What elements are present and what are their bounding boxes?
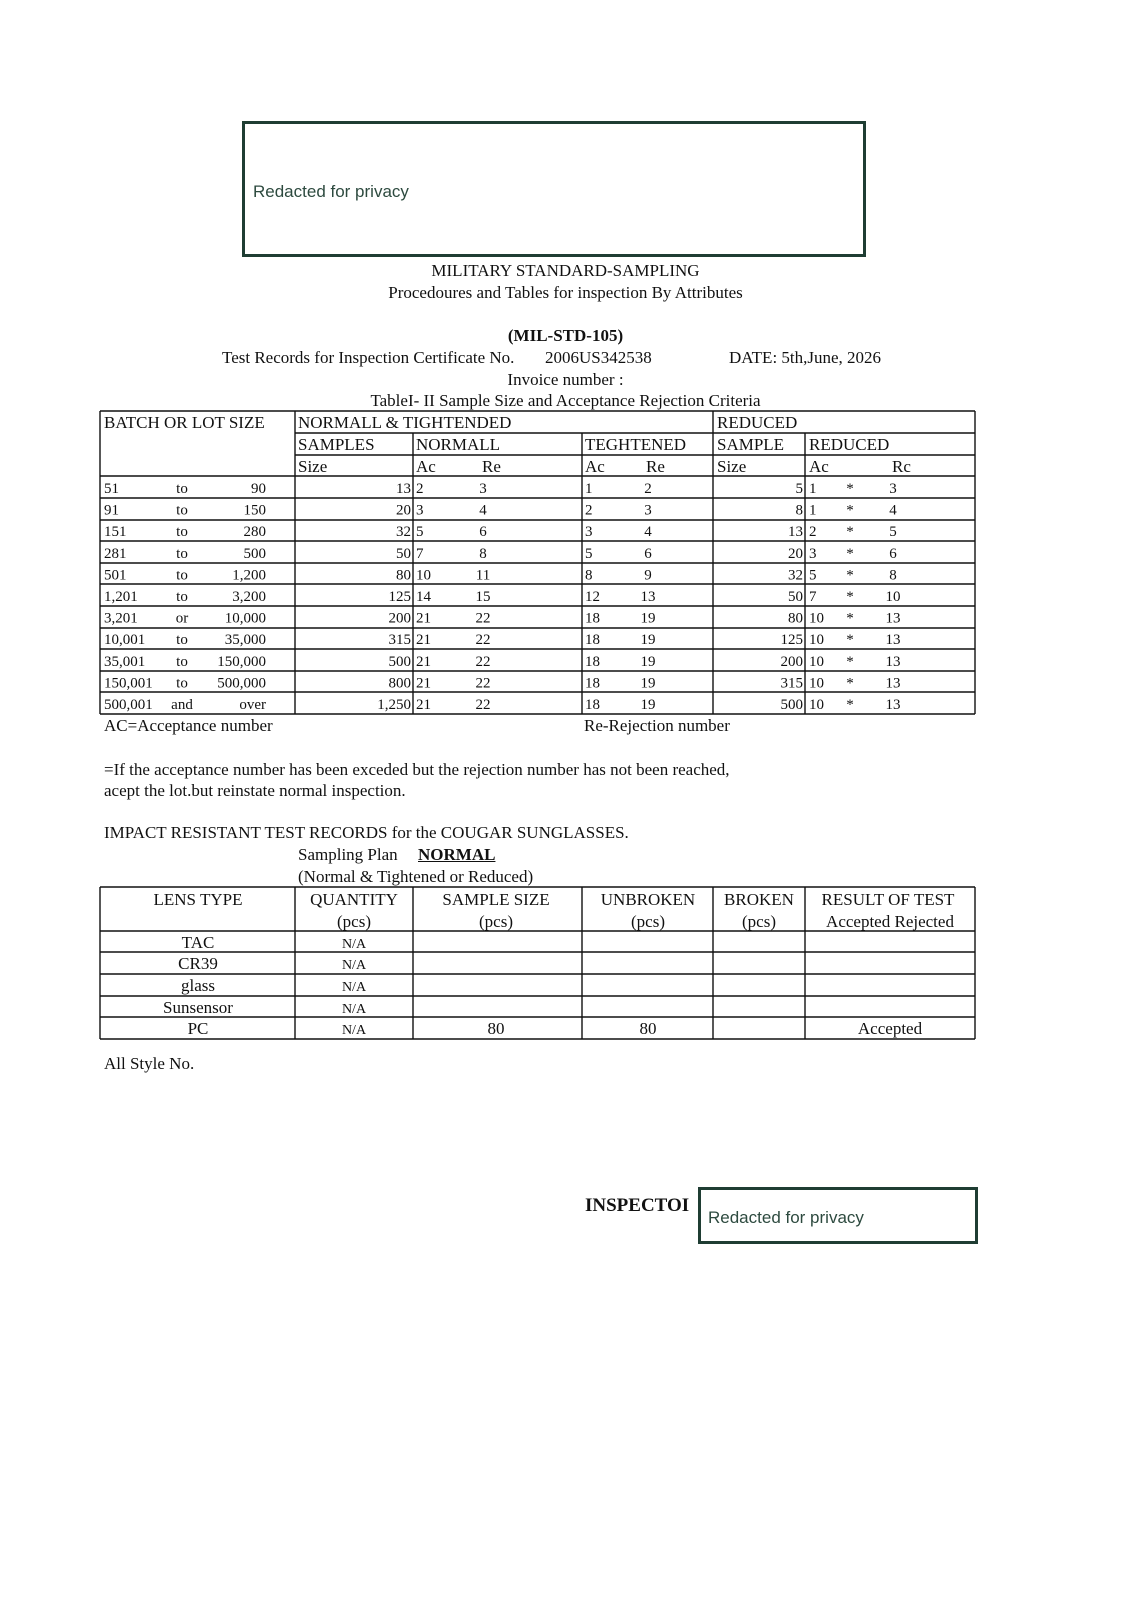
head-sample-size: SAMPLE SIZE xyxy=(442,890,550,909)
tight-ac-cell: 2 xyxy=(585,502,593,519)
inspector-label: INSPECTOI xyxy=(585,1195,690,1216)
reduced-ac-cell: 10 xyxy=(809,697,824,713)
batch-to-cell: 90 xyxy=(251,481,266,497)
acceptance-legend: AC=Acceptance number xyxy=(104,716,273,735)
normal-re-cell: 15 xyxy=(475,589,491,605)
batch-conj-cell: to xyxy=(176,567,188,584)
reduced-sample-size-cell: 80 xyxy=(788,610,803,627)
batch-conj-cell: or xyxy=(175,610,189,627)
tight-re-cell: 19 xyxy=(640,653,656,670)
batch-from-cell: 151 xyxy=(104,524,127,541)
reduced-star-cell: * xyxy=(846,545,854,562)
head-teghtened: TEGHTENED xyxy=(585,435,687,454)
normal-sample-size-cell: 200 xyxy=(388,610,411,627)
head-quantity: QUANTITY xyxy=(310,890,398,909)
reduced-ac-cell: 10 xyxy=(809,610,824,627)
batch-to-cell: 35,000 xyxy=(224,632,266,649)
head-reduced-ac: Ac xyxy=(809,457,829,476)
normal-ac-cell: 2 xyxy=(416,481,424,497)
head-sample-size-pcs: (pcs) xyxy=(479,912,513,931)
normal-ac-cell: 21 xyxy=(416,675,431,692)
reduced-rc-cell: 6 xyxy=(889,545,897,562)
tight-ac-cell: 8 xyxy=(585,567,593,584)
reduced-ac-cell: 10 xyxy=(809,675,824,692)
normal-sample-size-cell: 20 xyxy=(396,502,411,519)
all-style-note: All Style No. xyxy=(104,1054,195,1073)
certificate-number: 2006US342538 xyxy=(545,348,652,367)
normal-re-cell: 22 xyxy=(475,610,491,627)
normal-ac-cell: 21 xyxy=(416,653,431,670)
header-redaction-text: Redacted for privacy xyxy=(253,182,409,201)
inspector-redaction-box xyxy=(698,1187,978,1244)
reduced-ac-cell: 5 xyxy=(809,567,817,584)
sample-size-cell: 80 xyxy=(487,1019,505,1038)
normal-re-cell: 22 xyxy=(475,697,491,713)
head-tight-re: Re xyxy=(646,457,665,476)
head-normall: NORMALL xyxy=(416,435,501,454)
batch-to-cell: 3,200 xyxy=(232,589,266,605)
batch-conj-cell: to xyxy=(176,589,188,605)
normal-re-cell: 6 xyxy=(479,524,487,541)
batch-from-cell: 51 xyxy=(104,481,119,497)
batch-conj-cell: to xyxy=(176,632,188,649)
tight-ac-cell: 3 xyxy=(585,524,593,541)
batch-from-cell: 1,201 xyxy=(104,589,138,605)
tight-re-cell: 9 xyxy=(644,567,652,584)
quantity-cell: N/A xyxy=(341,1023,367,1038)
tight-re-cell: 19 xyxy=(640,632,656,649)
tight-ac-cell: 18 xyxy=(585,610,600,627)
head-quantity-pcs: (pcs) xyxy=(337,912,371,931)
normal-ac-cell: 10 xyxy=(416,567,431,584)
reduced-rc-cell: 13 xyxy=(885,675,901,692)
normal-ac-cell: 7 xyxy=(416,545,424,562)
reduced-star-cell: * xyxy=(846,481,854,497)
reduced-sample-size-cell: 315 xyxy=(780,675,803,692)
head-broken-pcs: (pcs) xyxy=(742,912,776,931)
title-line-2: Procedoures and Tables for inspection By Attributes xyxy=(388,283,743,302)
normal-ac-cell: 5 xyxy=(416,524,424,541)
reduced-rc-cell: 8 xyxy=(889,567,897,584)
tight-ac-cell: 18 xyxy=(585,697,600,713)
reduced-sample-size-cell: 125 xyxy=(780,632,803,649)
head-tight-ac: Ac xyxy=(585,457,605,476)
sampling-plan-value: NORMAL xyxy=(418,845,496,864)
normal-re-cell: 8 xyxy=(479,545,487,562)
invoice-number-label: Invoice number : xyxy=(507,370,624,389)
unbroken-cell: 80 xyxy=(639,1019,657,1038)
reduced-sample-size-cell: 200 xyxy=(780,653,803,670)
normal-re-cell: 11 xyxy=(475,567,491,584)
reduced-rc-cell: 13 xyxy=(885,653,901,670)
tight-ac-cell: 12 xyxy=(585,589,600,605)
tight-re-cell: 19 xyxy=(640,697,656,713)
standard-code: (MIL-STD-105) xyxy=(507,326,624,345)
reduced-ac-cell: 10 xyxy=(809,632,824,649)
normal-re-cell: 4 xyxy=(479,502,487,519)
quantity-cell: N/A xyxy=(341,958,367,973)
reduced-star-cell: * xyxy=(846,589,854,605)
tight-re-cell: 13 xyxy=(640,589,656,605)
head-sample: SAMPLE xyxy=(717,435,785,454)
head-normal-tightened: NORMALL & TIGHTENDED xyxy=(298,413,512,432)
reduced-ac-cell: 10 xyxy=(809,653,824,670)
title-line-1: MILITARY STANDARD-SAMPLING xyxy=(431,261,700,280)
tight-ac-cell: 18 xyxy=(585,632,600,649)
tight-re-cell: 19 xyxy=(640,610,656,627)
batch-to-cell: 10,000 xyxy=(224,610,266,627)
tight-re-cell: 19 xyxy=(640,675,656,692)
quantity-cell: N/A xyxy=(341,980,367,995)
reduced-star-cell: * xyxy=(846,675,854,692)
tight-re-cell: 4 xyxy=(644,524,652,541)
normal-sample-size-cell: 50 xyxy=(396,545,411,562)
normal-ac-cell: 3 xyxy=(416,502,424,519)
sampling-plan-note: (Normal & Tightened or Reduced) xyxy=(298,867,534,886)
head-reduced-top: REDUCED xyxy=(717,413,798,432)
normal-sample-size-cell: 500 xyxy=(388,653,411,670)
head-reduced-rc: Rc xyxy=(892,457,911,476)
normal-ac-cell: 21 xyxy=(416,632,431,649)
tight-re-cell: 6 xyxy=(644,545,652,562)
batch-to-cell: 1,200 xyxy=(232,567,266,584)
inspector-redaction-text: Redacted for privacy xyxy=(708,1208,864,1227)
reduced-sample-size-cell: 8 xyxy=(795,502,803,519)
reduced-ac-cell: 1 xyxy=(809,481,817,497)
quantity-cell: N/A xyxy=(341,937,367,952)
tight-ac-cell: 18 xyxy=(585,653,600,670)
table-caption: TableI- II Sample Size and Acceptance Rejection Criteria xyxy=(370,391,761,410)
batch-to-cell: 150 xyxy=(243,502,266,519)
reduced-sample-size-cell: 500 xyxy=(780,697,803,713)
reduced-ac-cell: 3 xyxy=(809,545,817,562)
normal-sample-size-cell: 125 xyxy=(388,589,411,605)
lens-type-cell: Sunsensor xyxy=(163,998,233,1017)
normal-re-cell: 3 xyxy=(479,481,487,497)
reduced-rc-cell: 5 xyxy=(889,524,897,541)
lens-type-cell: TAC xyxy=(181,933,215,952)
head-unbroken-pcs: (pcs) xyxy=(631,912,665,931)
reduced-ac-cell: 1 xyxy=(809,502,817,519)
batch-from-cell: 10,001 xyxy=(104,632,146,649)
result-cell: Accepted xyxy=(857,1019,923,1038)
reduced-rc-cell: 10 xyxy=(885,589,901,605)
normal-re-cell: 22 xyxy=(475,653,491,670)
tight-re-cell: 2 xyxy=(644,481,652,497)
normal-ac-cell: 21 xyxy=(416,610,431,627)
normal-re-cell: 22 xyxy=(475,675,491,692)
tight-ac-cell: 5 xyxy=(585,545,593,562)
reduced-star-cell: * xyxy=(846,502,854,519)
normal-re-cell: 22 xyxy=(475,632,491,649)
reduced-star-cell: * xyxy=(846,567,854,584)
reduced-rc-cell: 13 xyxy=(885,632,901,649)
reduced-star-cell: * xyxy=(846,524,854,541)
normal-ac-cell: 14 xyxy=(416,589,431,605)
batch-conj-cell: to xyxy=(176,653,188,670)
date-field: DATE: 5th,June, 2026 xyxy=(729,348,882,367)
head-reduced: REDUCED xyxy=(809,435,890,454)
batch-from-cell: 91 xyxy=(104,502,119,519)
reduced-rc-cell: 4 xyxy=(889,502,897,519)
normal-sample-size-cell: 32 xyxy=(396,524,411,541)
batch-to-cell: 500 xyxy=(243,545,266,562)
note-line-1: =If the acceptance number has been exceded but the rejection number has not been reached, xyxy=(104,760,730,779)
reduced-star-cell: * xyxy=(846,610,854,627)
batch-from-cell: 500,001 xyxy=(104,697,153,713)
reduced-sample-size-cell: 50 xyxy=(788,589,803,605)
reduced-rc-cell: 13 xyxy=(885,697,901,713)
batch-conj-cell: to xyxy=(176,524,188,541)
head-broken: BROKEN xyxy=(724,890,794,909)
reduced-sample-size-cell: 5 xyxy=(795,481,803,497)
reduced-sample-size-cell: 20 xyxy=(788,545,803,562)
batch-from-cell: 35,001 xyxy=(104,653,146,670)
lens-type-cell: PC xyxy=(187,1019,209,1038)
batch-from-cell: 281 xyxy=(104,545,127,562)
note-line-2: acept the lot.but reinstate normal inspection. xyxy=(104,781,406,800)
reduced-sample-size-cell: 13 xyxy=(788,524,803,541)
reduced-ac-cell: 7 xyxy=(809,589,817,605)
reduced-sample-size-cell: 32 xyxy=(788,567,803,584)
head-normal-ac: Ac xyxy=(416,457,436,476)
tight-ac-cell: 1 xyxy=(585,481,593,497)
normal-ac-cell: 21 xyxy=(416,697,431,713)
batch-to-cell: 500,000 xyxy=(217,675,266,692)
batch-from-cell: 150,001 xyxy=(104,675,153,692)
head-samples: SAMPLES xyxy=(298,435,375,454)
batch-conj-cell: to xyxy=(176,545,188,562)
certificate-label: Test Records for Inspection Certificate No. xyxy=(222,348,515,367)
reduced-rc-cell: 13 xyxy=(885,610,901,627)
batch-conj-cell: and xyxy=(171,697,193,713)
head-normal-re: Re xyxy=(482,457,501,476)
batch-conj-cell: to xyxy=(176,481,188,497)
batch-to-cell: over xyxy=(239,697,266,713)
batch-to-cell: 280 xyxy=(243,524,266,541)
batch-from-cell: 501 xyxy=(104,567,127,584)
normal-sample-size-cell: 315 xyxy=(388,632,411,649)
lens-type-cell: glass xyxy=(181,976,215,995)
tight-ac-cell: 18 xyxy=(585,675,600,692)
normal-sample-size-cell: 80 xyxy=(396,567,411,584)
head-reduced-size: Size xyxy=(717,457,747,476)
normal-sample-size-cell: 1,250 xyxy=(377,697,411,713)
impact-title: IMPACT RESISTANT TEST RECORDS for the COUGAR SUNGLASSES. xyxy=(104,823,629,842)
reduced-rc-cell: 3 xyxy=(889,481,897,497)
reduced-star-cell: * xyxy=(846,697,854,713)
rejection-legend: Re-Rejection number xyxy=(584,716,730,735)
tight-re-cell: 3 xyxy=(644,502,652,519)
batch-to-cell: 150,000 xyxy=(217,653,266,670)
head-lens-type: LENS TYPE xyxy=(153,890,243,909)
quantity-cell: N/A xyxy=(341,1002,367,1017)
reduced-ac-cell: 2 xyxy=(809,524,817,541)
head-size: Size xyxy=(298,457,328,476)
batch-conj-cell: to xyxy=(176,675,188,692)
batch-from-cell: 3,201 xyxy=(104,610,138,627)
reduced-star-cell: * xyxy=(846,653,854,670)
reduced-star-cell: * xyxy=(846,632,854,649)
batch-conj-cell: to xyxy=(176,502,188,519)
lens-type-cell: CR39 xyxy=(178,954,218,973)
head-accepted-rejected: Accepted Rejected xyxy=(826,912,954,931)
normal-sample-size-cell: 13 xyxy=(396,481,411,497)
head-batch-lot-size: BATCH OR LOT SIZE xyxy=(104,413,265,432)
normal-sample-size-cell: 800 xyxy=(388,675,411,692)
head-unbroken: UNBROKEN xyxy=(600,890,696,909)
sampling-plan-label: Sampling Plan xyxy=(298,845,398,864)
head-result-of-test: RESULT OF TEST xyxy=(821,890,955,909)
